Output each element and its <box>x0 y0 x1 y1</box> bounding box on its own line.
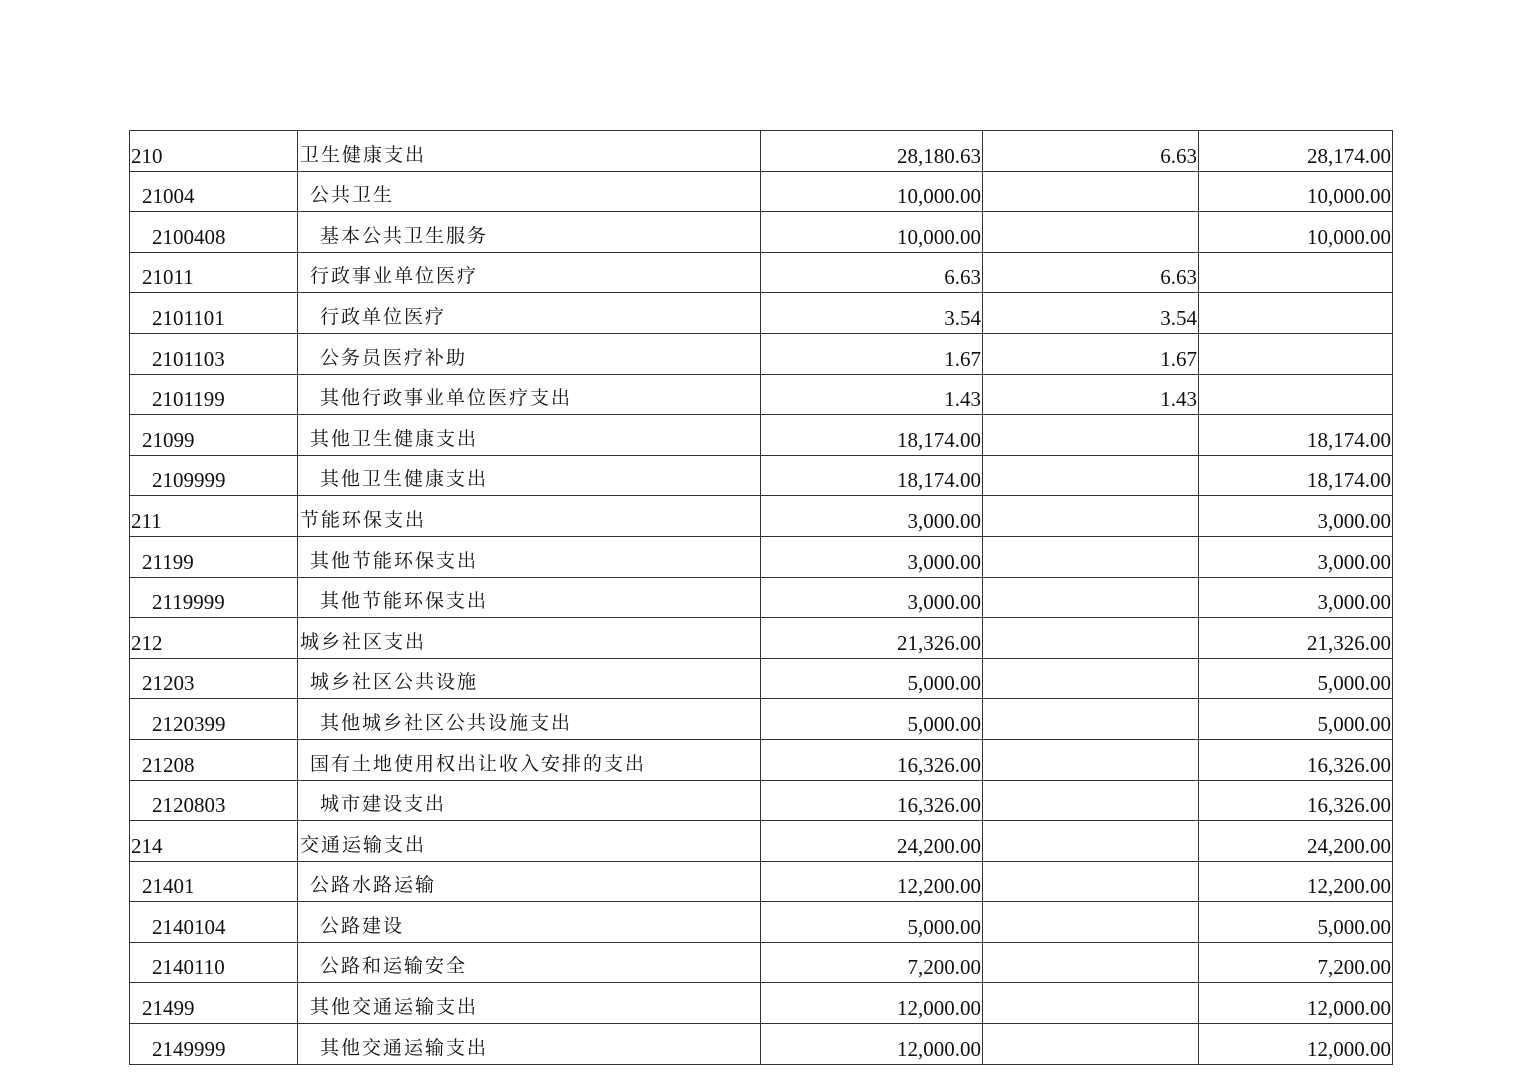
total-amount-cell: 10,000.00 <box>761 171 983 212</box>
table-row <box>130 739 1393 780</box>
subject-name-cell <box>298 293 761 334</box>
subject-code-cell <box>130 455 298 496</box>
table-row <box>130 577 1393 618</box>
table-row <box>130 131 1393 172</box>
subject-name-text: 交通运输支出 <box>300 833 427 856</box>
subject-name-text: 节能环保支出 <box>300 508 427 531</box>
subject-name-cell <box>298 1024 761 1065</box>
total-amount-cell: 18,174.00 <box>761 415 983 456</box>
project-amount-cell: 7,200.00 <box>1199 942 1393 983</box>
subject-code-text: 2119999 <box>152 590 225 615</box>
basic-amount-cell: 6.63 <box>983 131 1199 172</box>
subject-name-cell <box>298 536 761 577</box>
project-amount-cell: 3,000.00 <box>1199 577 1393 618</box>
subject-name-text: 行政事业单位医疗 <box>310 265 479 288</box>
basic-amount-cell <box>983 699 1199 740</box>
subject-name-cell <box>298 861 761 902</box>
subject-code-text: 21004 <box>142 184 195 209</box>
basic-amount-cell: 3.54 <box>983 293 1199 334</box>
subject-code-text: 2101103 <box>152 346 225 371</box>
subject-code-cell <box>130 212 298 253</box>
table-row <box>130 333 1393 374</box>
subject-code-text: 2100408 <box>152 224 226 249</box>
project-amount-cell <box>1199 374 1393 415</box>
table-row <box>130 252 1393 293</box>
basic-amount-cell <box>983 577 1199 618</box>
basic-amount-cell <box>983 983 1199 1024</box>
subject-code-cell <box>130 780 298 821</box>
project-amount-cell: 10,000.00 <box>1199 212 1393 253</box>
project-amount-cell: 5,000.00 <box>1199 699 1393 740</box>
total-amount-cell: 21,326.00 <box>761 618 983 659</box>
basic-amount-cell <box>983 171 1199 212</box>
table-row <box>130 1024 1393 1065</box>
project-amount-cell: 3,000.00 <box>1199 496 1393 537</box>
subject-name-text: 其他交通运输支出 <box>320 1036 489 1059</box>
total-amount-cell: 3.54 <box>761 293 983 334</box>
total-amount-cell: 12,000.00 <box>761 1024 983 1065</box>
subject-code-cell <box>130 983 298 1024</box>
subject-name-cell <box>298 171 761 212</box>
project-amount-cell: 5,000.00 <box>1199 658 1393 699</box>
total-amount-cell: 1.43 <box>761 374 983 415</box>
project-amount-cell: 24,200.00 <box>1199 821 1393 862</box>
subject-name-text: 城市建设支出 <box>320 793 447 816</box>
subject-code-cell <box>130 131 298 172</box>
total-amount-cell: 10,000.00 <box>761 212 983 253</box>
subject-code-text: 2109999 <box>152 468 226 493</box>
subject-name-cell <box>298 496 761 537</box>
total-amount-cell: 6.63 <box>761 252 983 293</box>
subject-code-text: 21011 <box>142 265 194 290</box>
table-row <box>130 902 1393 943</box>
subject-code-cell <box>130 252 298 293</box>
subject-code-cell <box>130 658 298 699</box>
table-row <box>130 861 1393 902</box>
subject-name-text: 基本公共卫生服务 <box>320 224 489 247</box>
subject-code-cell <box>130 496 298 537</box>
total-amount-cell: 5,000.00 <box>761 658 983 699</box>
table-row <box>130 496 1393 537</box>
subject-name-cell <box>298 983 761 1024</box>
project-amount-cell: 18,174.00 <box>1199 415 1393 456</box>
basic-amount-cell <box>983 780 1199 821</box>
table-body <box>130 131 1393 1065</box>
subject-name-text: 公共卫生 <box>310 184 395 207</box>
table-row <box>130 942 1393 983</box>
subject-name-text: 公路和运输安全 <box>320 955 468 978</box>
subject-name-cell <box>298 455 761 496</box>
subject-code-cell <box>130 942 298 983</box>
subject-name-text: 其他节能环保支出 <box>320 590 489 613</box>
basic-amount-cell: 6.63 <box>983 252 1199 293</box>
table-row <box>130 983 1393 1024</box>
subject-code-cell <box>130 333 298 374</box>
subject-name-text: 卫生健康支出 <box>300 143 427 166</box>
basic-amount-cell <box>983 212 1199 253</box>
subject-name-text: 其他行政事业单位医疗支出 <box>320 387 573 410</box>
subject-code-cell <box>130 293 298 334</box>
basic-amount-cell <box>983 1024 1199 1065</box>
table-row <box>130 821 1393 862</box>
subject-code-text: 21401 <box>142 874 195 899</box>
basic-amount-cell <box>983 942 1199 983</box>
subject-name-cell <box>298 131 761 172</box>
total-amount-cell: 5,000.00 <box>761 902 983 943</box>
project-amount-cell: 10,000.00 <box>1199 171 1393 212</box>
project-amount-cell: 12,000.00 <box>1199 983 1393 1024</box>
table-row <box>130 293 1393 334</box>
total-amount-cell: 16,326.00 <box>761 780 983 821</box>
total-amount-cell: 5,000.00 <box>761 699 983 740</box>
subject-name-text: 城乡社区公共设施 <box>310 671 479 694</box>
subject-name-cell <box>298 821 761 862</box>
subject-code-cell <box>130 577 298 618</box>
subject-name-cell <box>298 618 761 659</box>
total-amount-cell: 3,000.00 <box>761 496 983 537</box>
subject-code-text: 214 <box>131 833 163 858</box>
subject-code-cell <box>130 415 298 456</box>
subject-code-text: 21199 <box>142 549 194 574</box>
total-amount-cell: 3,000.00 <box>761 536 983 577</box>
subject-code-cell <box>130 536 298 577</box>
table-row <box>130 618 1393 659</box>
subject-name-cell <box>298 658 761 699</box>
project-amount-cell: 12,200.00 <box>1199 861 1393 902</box>
subject-name-text: 公路水路运输 <box>310 874 437 897</box>
total-amount-cell: 1.67 <box>761 333 983 374</box>
subject-code-text: 210 <box>131 143 163 168</box>
subject-code-cell <box>130 821 298 862</box>
subject-name-cell <box>298 415 761 456</box>
project-amount-cell: 5,000.00 <box>1199 902 1393 943</box>
subject-code-text: 212 <box>131 630 163 655</box>
basic-amount-cell <box>983 902 1199 943</box>
table-row <box>130 699 1393 740</box>
project-amount-cell: 12,000.00 <box>1199 1024 1393 1065</box>
subject-name-cell <box>298 699 761 740</box>
table-row <box>130 455 1393 496</box>
basic-amount-cell <box>983 536 1199 577</box>
subject-name-cell <box>298 212 761 253</box>
subject-name-text: 公务员医疗补助 <box>320 346 468 369</box>
project-amount-cell: 16,326.00 <box>1199 780 1393 821</box>
total-amount-cell: 24,200.00 <box>761 821 983 862</box>
subject-name-cell <box>298 577 761 618</box>
subject-name-text: 城乡社区支出 <box>300 630 427 653</box>
subject-code-cell <box>130 1024 298 1065</box>
basic-amount-cell <box>983 739 1199 780</box>
subject-name-text: 公路建设 <box>320 914 405 937</box>
subject-name-cell <box>298 942 761 983</box>
subject-code-text: 21203 <box>142 671 195 696</box>
subject-code-cell <box>130 902 298 943</box>
subject-name-cell <box>298 902 761 943</box>
project-amount-cell: 28,174.00 <box>1199 131 1393 172</box>
basic-amount-cell: 1.67 <box>983 333 1199 374</box>
subject-name-cell <box>298 739 761 780</box>
total-amount-cell: 7,200.00 <box>761 942 983 983</box>
table-row <box>130 374 1393 415</box>
total-amount-cell: 18,174.00 <box>761 455 983 496</box>
table-row <box>130 658 1393 699</box>
basic-amount-cell <box>983 821 1199 862</box>
subject-name-cell <box>298 252 761 293</box>
basic-amount-cell <box>983 861 1199 902</box>
subject-code-text: 21208 <box>142 752 195 777</box>
basic-amount-cell <box>983 618 1199 659</box>
subject-name-text: 其他交通运输支出 <box>310 996 479 1019</box>
subject-code-text: 21499 <box>142 996 195 1021</box>
subject-code-cell <box>130 618 298 659</box>
subject-code-cell <box>130 374 298 415</box>
total-amount-cell: 3,000.00 <box>761 577 983 618</box>
project-amount-cell: 18,174.00 <box>1199 455 1393 496</box>
project-amount-cell: 3,000.00 <box>1199 536 1393 577</box>
table-row <box>130 415 1393 456</box>
subject-code-text: 21099 <box>142 427 195 452</box>
subject-code-text: 2149999 <box>152 1036 226 1061</box>
subject-name-text: 其他卫生健康支出 <box>320 468 489 491</box>
subject-code-text: 2101101 <box>152 305 225 330</box>
subject-code-text: 2120803 <box>152 793 226 818</box>
subject-code-text: 2120399 <box>152 711 226 736</box>
project-amount-cell: 16,326.00 <box>1199 739 1393 780</box>
total-amount-cell: 12,200.00 <box>761 861 983 902</box>
subject-code-text: 211 <box>131 508 162 533</box>
expenditure-table <box>129 130 1393 1065</box>
table-row <box>130 212 1393 253</box>
basic-amount-cell <box>983 415 1199 456</box>
project-amount-cell <box>1199 252 1393 293</box>
subject-code-text: 2140110 <box>152 955 225 980</box>
subject-code-cell <box>130 699 298 740</box>
subject-name-text: 行政单位医疗 <box>320 305 447 328</box>
subject-name-text: 国有土地使用权出让收入安排的支出 <box>310 752 647 775</box>
total-amount-cell: 28,180.63 <box>761 131 983 172</box>
basic-amount-cell <box>983 496 1199 537</box>
subject-code-cell <box>130 861 298 902</box>
subject-code-cell <box>130 739 298 780</box>
subject-name-text: 其他卫生健康支出 <box>310 427 479 450</box>
table-row <box>130 536 1393 577</box>
project-amount-cell <box>1199 333 1393 374</box>
subject-name-text: 其他节能环保支出 <box>310 549 479 572</box>
basic-amount-cell <box>983 455 1199 496</box>
total-amount-cell: 12,000.00 <box>761 983 983 1024</box>
subject-name-cell <box>298 374 761 415</box>
table-row <box>130 171 1393 212</box>
project-amount-cell <box>1199 293 1393 334</box>
subject-code-text: 2101199 <box>152 387 225 412</box>
project-amount-cell: 21,326.00 <box>1199 618 1393 659</box>
subject-name-cell <box>298 780 761 821</box>
subject-code-text: 2140104 <box>152 914 226 939</box>
subject-name-cell <box>298 333 761 374</box>
basic-amount-cell <box>983 658 1199 699</box>
basic-amount-cell: 1.43 <box>983 374 1199 415</box>
subject-code-cell <box>130 171 298 212</box>
subject-name-text: 其他城乡社区公共设施支出 <box>320 711 573 734</box>
total-amount-cell: 16,326.00 <box>761 739 983 780</box>
table-row <box>130 780 1393 821</box>
